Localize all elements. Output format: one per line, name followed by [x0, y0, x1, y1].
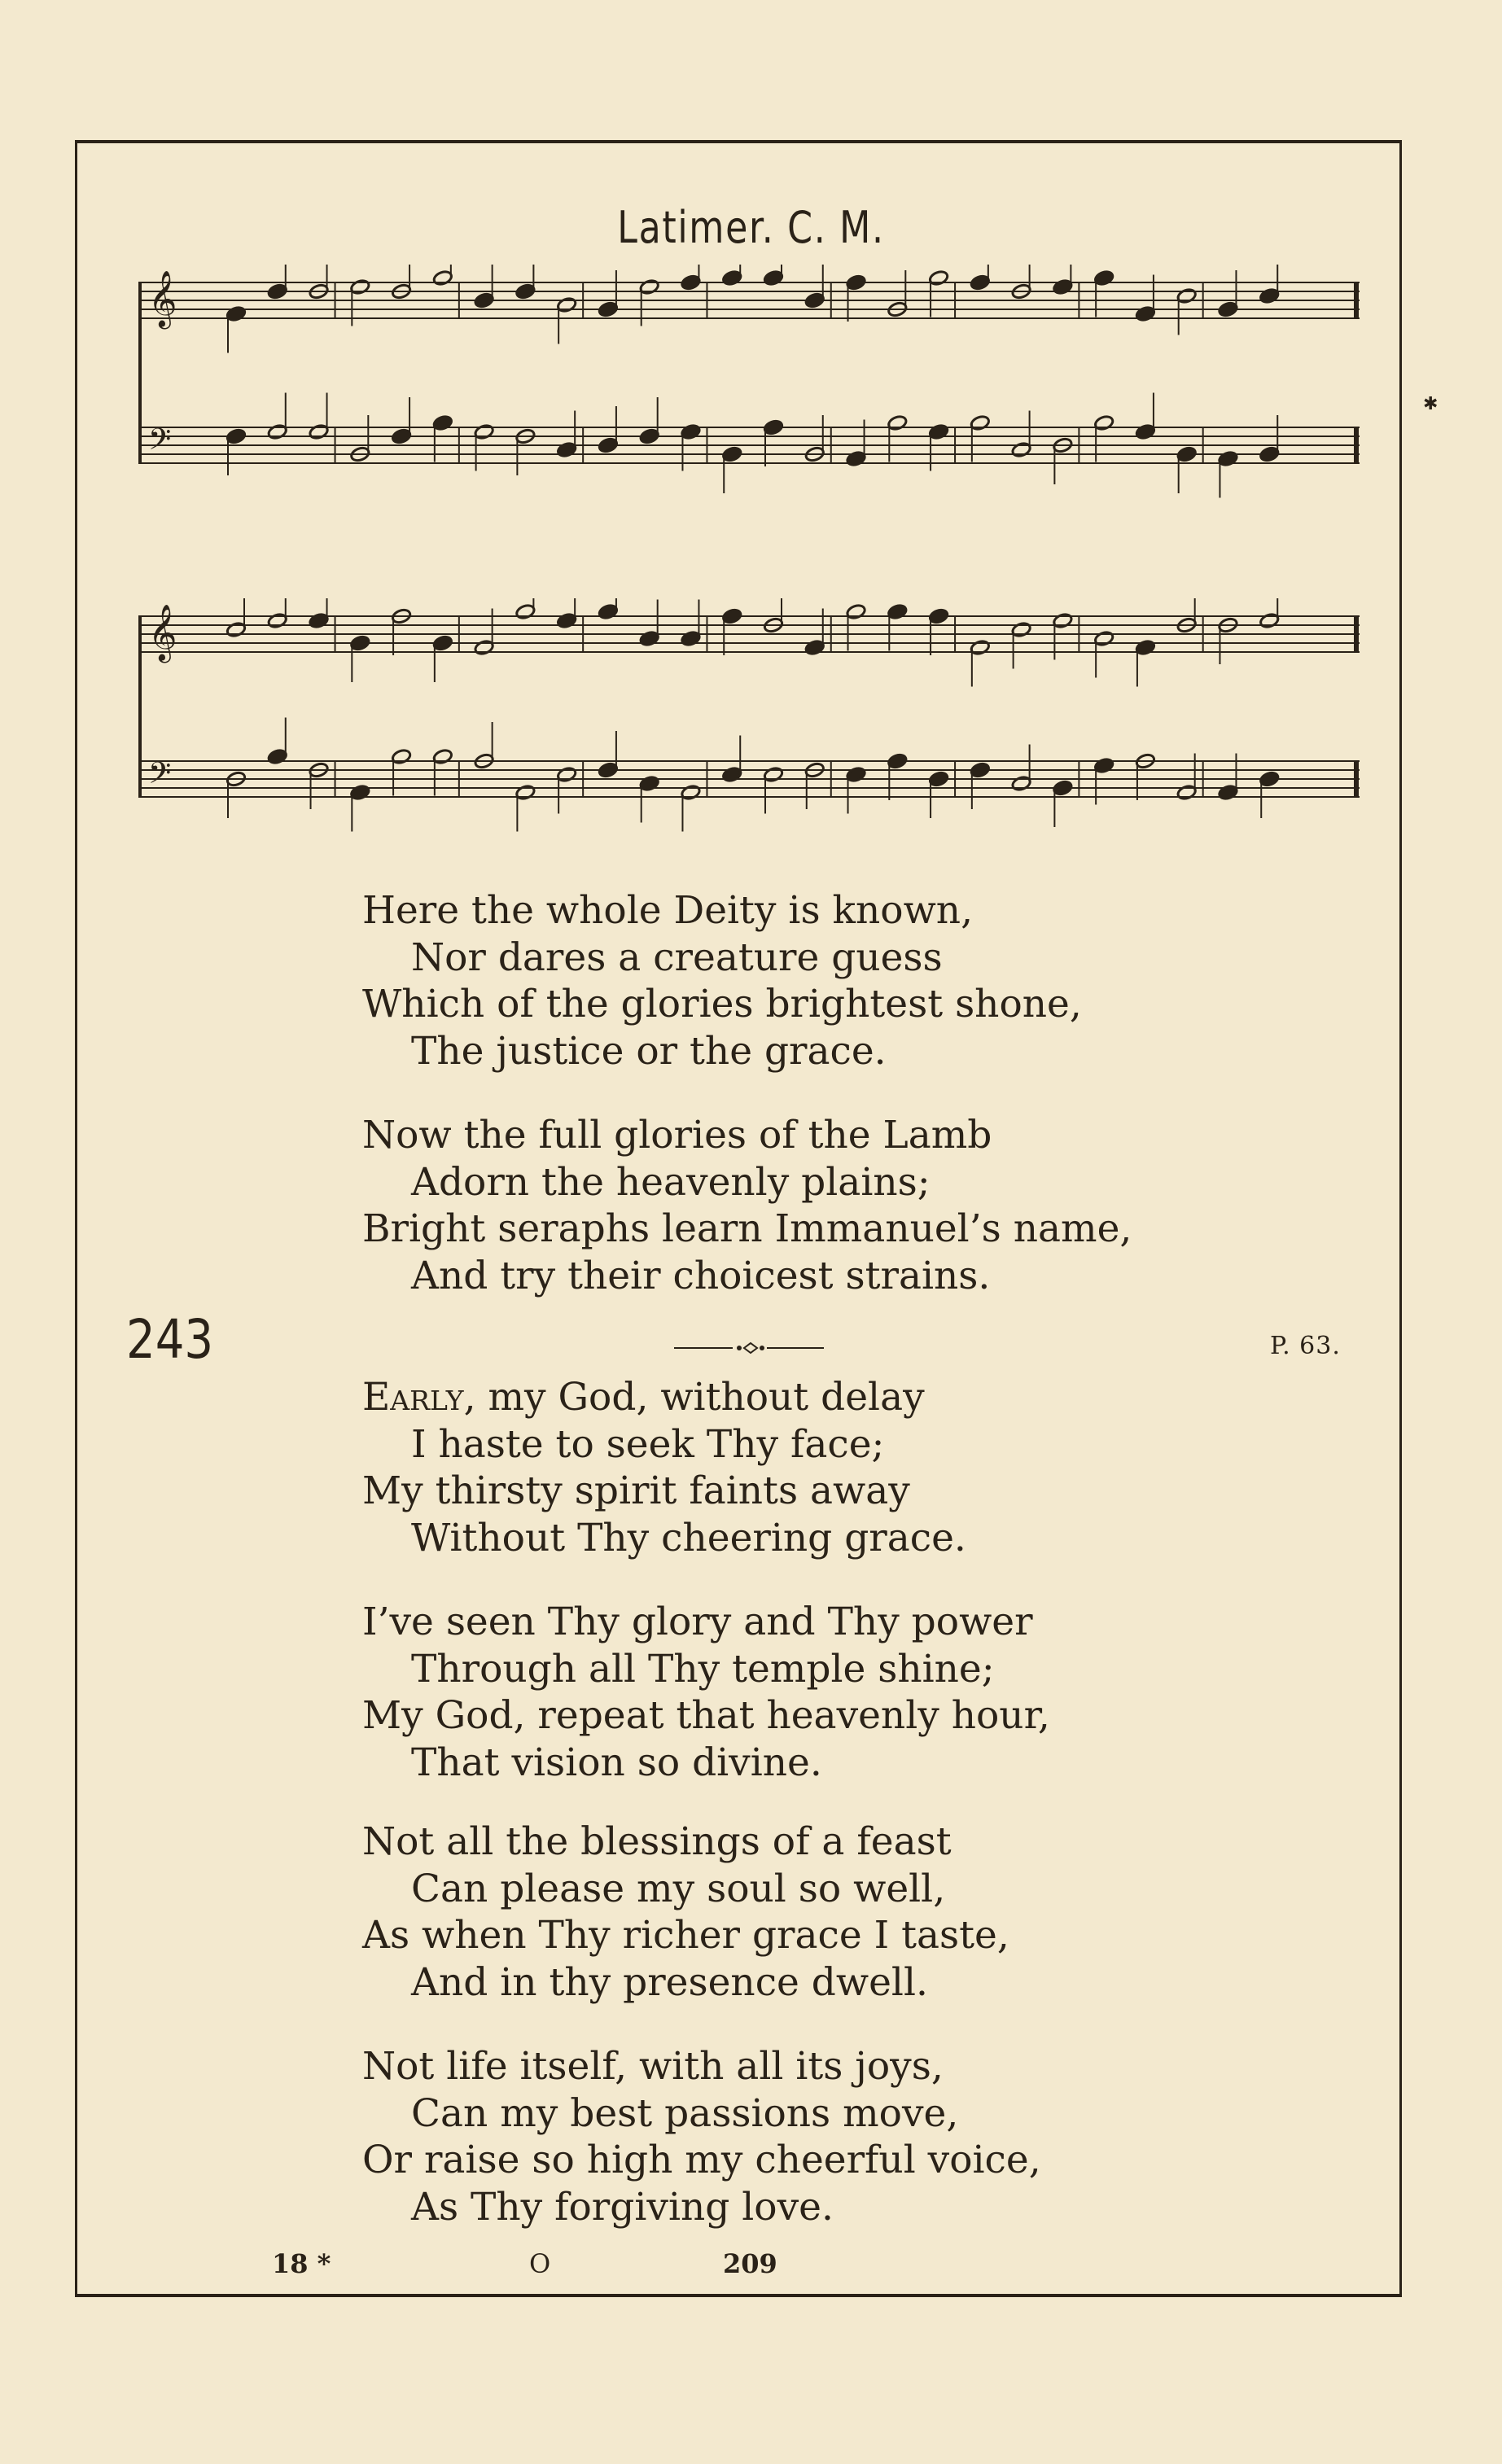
verse-line: Adorn the heavenly plains; — [411, 1159, 931, 1205]
verse-line: I haste to seek Thy face; — [411, 1421, 885, 1467]
first-word: Early, — [362, 1375, 476, 1420]
music-score-1 — [138, 265, 1360, 509]
verse-line: Which of the glories brightest shone, — [362, 982, 1082, 1027]
page-number: 209 — [723, 2248, 777, 2279]
verse-line: And try their choicest strains. — [411, 1253, 991, 1298]
prev-stanza-1 — [362, 887, 1082, 1074]
verse-line: That vision so divine. — [411, 1740, 822, 1785]
verse-line: And in thy presence dwell. — [411, 1959, 928, 2005]
margin-mark: ✱ — [1423, 394, 1439, 414]
page-reference: P. 63. — [1270, 1332, 1341, 1360]
signature-mark: 18 * — [272, 2248, 331, 2279]
verse-line: Without Thy cheering grace. — [411, 1515, 966, 1560]
first-line-rest: my God, without delay — [475, 1375, 925, 1420]
verse-line: Not life itself, with all its joys, — [362, 2044, 944, 2089]
svg-text:𝄢: 𝄢 — [148, 422, 172, 464]
verse-line: The justice or the grace. — [411, 1028, 887, 1074]
verse-line: Nor dares a creature guess — [411, 934, 943, 980]
hymn-number: 243 — [126, 1308, 214, 1371]
svg-text:𝄞: 𝄞 — [148, 270, 177, 327]
verse-line: Or raise so high my cheerful voice, — [362, 2138, 1041, 2183]
prev-stanza-2 — [362, 1112, 1132, 1299]
verse-line: I’ve seen Thy glory and Thy power — [362, 1600, 1033, 1644]
verse-line: Not all the blessings of a feast — [362, 1819, 952, 1864]
ornament-divider — [674, 1340, 824, 1356]
hymn-stanza-3 — [362, 1818, 1009, 2006]
footer-mark: O — [529, 2248, 551, 2279]
music-score-2 — [138, 598, 1360, 842]
verse-line: My God, repeat that heavenly hour, — [362, 1693, 1050, 1739]
hymn-stanza-1 — [362, 1374, 966, 1561]
verse-line: Through all Thy temple shine; — [411, 1646, 995, 1692]
music-system-2 — [138, 598, 1360, 842]
verse-line: Bright seraphs learn Immanuel’s name, — [362, 1206, 1132, 1252]
verse-line: Can please my soul so well, — [411, 1866, 946, 1911]
verse-line: As when Thy richer grace I taste, — [362, 1913, 1009, 1959]
verse-line: Here the whole Deity is known, — [362, 888, 974, 933]
hymn-stanza-4 — [362, 2043, 1041, 2230]
svg-text:𝄢: 𝄢 — [148, 756, 172, 798]
verse-line: Now the full glories of the Lamb — [362, 1113, 992, 1158]
first-line — [362, 1374, 966, 1421]
hymn-stanza-2 — [362, 1599, 1050, 1786]
svg-text:𝄞: 𝄞 — [148, 604, 177, 661]
tune-title: Latimer. C. M. — [617, 202, 885, 253]
music-system-1 — [138, 265, 1360, 509]
verse-line: Can my best passions move, — [411, 2090, 959, 2136]
verse-line: As Thy forgiving love. — [411, 2184, 834, 2230]
verse-line: My thirsty spirit faints away — [362, 1468, 910, 1514]
